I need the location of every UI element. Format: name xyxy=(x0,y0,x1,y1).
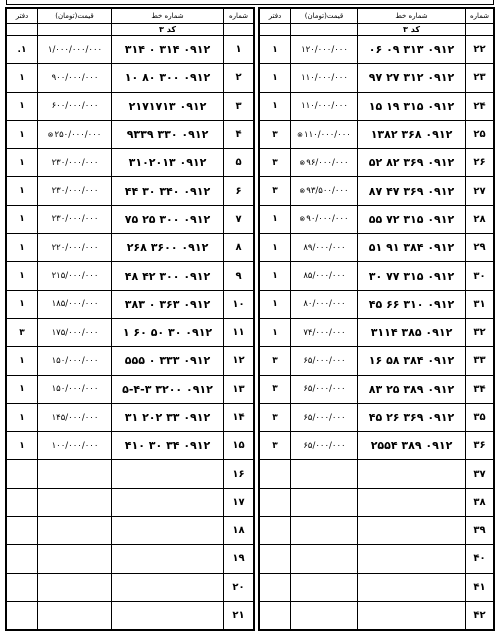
phone-number xyxy=(112,460,224,488)
price-value: ۱۲۰/۰۰۰/۰۰۰ xyxy=(301,44,348,55)
price xyxy=(291,375,358,403)
phone-number: ۰۹۱۲ ۳۸۹ ۲۵ ۸۳ xyxy=(358,375,466,403)
office-code: ۱ xyxy=(260,205,291,233)
table-row xyxy=(7,120,254,148)
phone-number: ۰۹۱۲ ۳۶۰۰ ۲۶۸ xyxy=(112,234,224,262)
table-row xyxy=(7,262,254,290)
phone-number: ۰۹۱۲ ۳۱۵ ۷۷ ۳۰ xyxy=(358,262,466,290)
price xyxy=(38,318,112,346)
price xyxy=(291,545,358,573)
code-label: کد ۳ xyxy=(358,24,466,36)
price xyxy=(38,601,112,629)
office-code: ۱ xyxy=(7,347,38,375)
row-number: ۳ xyxy=(224,92,254,120)
phone-number xyxy=(358,601,466,629)
price xyxy=(291,120,358,148)
table-row xyxy=(260,375,494,403)
header-number: شماره xyxy=(466,9,494,24)
office-code xyxy=(7,573,38,601)
office-code xyxy=(7,460,38,488)
office-code xyxy=(260,601,291,629)
row-number: ۴۱ xyxy=(466,573,494,601)
row-number: ۴۰ xyxy=(466,545,494,573)
price-value: ۲۵۰/۰۰۰/۰۰۰ xyxy=(54,129,102,140)
phone-number: ۰۹۱۲ ۳۶۹ ۴۷ ۸۷ xyxy=(358,177,466,205)
row-number: ۳۳ xyxy=(466,347,494,375)
office-code: ۱ xyxy=(7,205,38,233)
office-code: ۱ xyxy=(7,403,38,431)
office-code: ۳ xyxy=(260,375,291,403)
table-row xyxy=(260,36,494,64)
price-value: ۶۵/۰۰۰/۰۰۰ xyxy=(303,412,346,423)
table-row xyxy=(7,64,254,92)
table-row xyxy=(260,177,494,205)
table-row xyxy=(7,403,254,431)
phone-number: ۰۹۱۲ ۳۳۳ ۰ ۵۵۵ xyxy=(112,347,224,375)
price xyxy=(291,149,358,177)
row-number: ۳۱ xyxy=(466,290,494,318)
phone-number: ۰۹۱۲ ۳۱۴ ۰ ۳۱۴ xyxy=(112,36,224,64)
price-value: ۱۸۵/۰۰۰/۰۰۰ xyxy=(51,299,99,310)
row-number: ۱۹ xyxy=(224,545,254,573)
table-row xyxy=(7,347,254,375)
phone-number xyxy=(358,488,466,516)
table-row xyxy=(260,545,494,573)
table-row xyxy=(260,517,494,545)
price-value: ۱۵۰/۰۰۰/۰۰۰ xyxy=(51,355,99,366)
price-value: ۲۲۰/۰۰۰/۰۰۰ xyxy=(51,242,99,253)
row-number: ۲۰ xyxy=(224,573,254,601)
table-row xyxy=(260,432,494,460)
price xyxy=(38,432,112,460)
office-code: ۱ xyxy=(7,290,38,318)
office-code: ۱ xyxy=(7,432,38,460)
table-row xyxy=(7,177,254,205)
price xyxy=(38,92,112,120)
office-code: ۱ xyxy=(7,92,38,120)
row-number: ۲۴ xyxy=(466,92,494,120)
row-number: ۲۳ xyxy=(466,64,494,92)
table-row xyxy=(260,573,494,601)
price-value: ۲۳۰/۰۰۰/۰۰۰ xyxy=(51,157,99,168)
office-code: ۱ xyxy=(260,318,291,346)
table-row xyxy=(260,347,494,375)
office-code: ۱ xyxy=(7,120,38,148)
phone-number: ۰۹۱۲ ۳۰۰ ۲۵ ۷۵ xyxy=(112,205,224,233)
office-code xyxy=(7,488,38,516)
price xyxy=(291,92,358,120)
row-number: ۸ xyxy=(224,234,254,262)
mark-icon: ⊗ xyxy=(299,187,306,196)
table-row xyxy=(7,375,254,403)
price xyxy=(38,36,112,64)
phone-number: ۰۹۱۲ ۳۱۲ ۲۷ ۹۷ xyxy=(358,64,466,92)
office-code: ۱ xyxy=(260,262,291,290)
row-number: ۱۶ xyxy=(224,460,254,488)
table-row xyxy=(7,318,254,346)
office-code: ۱ xyxy=(260,36,291,64)
table-row xyxy=(260,120,494,148)
phone-number: ۰۹۱۲ ۳۲۰۰ ۵-۴-۳ xyxy=(112,375,224,403)
phone-number: ۰۹۱۲ ۳۱۵ ۷۲ ۵۵ xyxy=(358,205,466,233)
office-code: ۱ xyxy=(260,92,291,120)
price xyxy=(291,36,358,64)
price xyxy=(291,347,358,375)
office-code: ۱ xyxy=(7,149,38,177)
phone-number xyxy=(112,545,224,573)
office-code: ۳ xyxy=(260,120,291,148)
price-value: ۸۹/۰۰۰/۰۰۰ xyxy=(303,242,346,253)
row-number: ۱۸ xyxy=(224,517,254,545)
price xyxy=(291,290,358,318)
office-code xyxy=(7,545,38,573)
price xyxy=(38,262,112,290)
table-row xyxy=(7,517,254,545)
left-table-panel xyxy=(5,7,255,631)
table-row xyxy=(260,205,494,233)
left-table xyxy=(6,8,254,630)
phone-number: ۰۹۱۲ ۳۶۹ ۸۲ ۵۲ xyxy=(358,149,466,177)
phone-number: ۰۹۱۲ ۳۴۰ ۳۰ ۴۴ xyxy=(112,177,224,205)
price xyxy=(38,290,112,318)
row-number: ۱۳ xyxy=(224,375,254,403)
phone-number: ۰۹۱۲ ۳۰ ۵۰ ۶۰ ۱ xyxy=(112,318,224,346)
price-value: ۷۴/۰۰۰/۰۰۰ xyxy=(303,327,346,338)
phone-number: ۰۹۱۲ ۳۳ ۲۰۲ ۳۱ xyxy=(112,403,224,431)
table-row xyxy=(260,601,494,629)
phone-number: ۰۹۱۲ ۳۸۴ ۹۱ ۵۱ xyxy=(358,234,466,262)
price xyxy=(291,460,358,488)
row-number: ۲۵ xyxy=(466,120,494,148)
right-table xyxy=(259,8,494,630)
phone-number: ۰۹۱۲ ۳۸۴ ۵۸ ۱۶ xyxy=(358,347,466,375)
row-number: ۷ xyxy=(224,205,254,233)
row-number: ۲۸ xyxy=(466,205,494,233)
row-number: ۱۷ xyxy=(224,488,254,516)
price-value: ۸۰/۰۰۰/۰۰۰ xyxy=(303,299,346,310)
price-value: ۹۰/۰۰۰/۰۰۰ xyxy=(306,214,349,225)
row-number: ۲ xyxy=(224,64,254,92)
header-price: قیمت(تومان) xyxy=(38,9,112,24)
office-code: ۳ xyxy=(260,347,291,375)
price xyxy=(291,432,358,460)
price-value: ۱۱۰/۰۰۰/۰۰۰ xyxy=(301,72,348,83)
office-code xyxy=(7,601,38,629)
row-number: ۳۷ xyxy=(466,460,494,488)
table-row xyxy=(260,403,494,431)
price xyxy=(38,403,112,431)
phone-number: ۰۹۱۲ ۳۱۰ ۶۶ ۴۵ xyxy=(358,290,466,318)
price-value: ۶۰۰/۰۰۰/۰۰۰ xyxy=(51,101,99,112)
price xyxy=(291,403,358,431)
price xyxy=(291,318,358,346)
price-value: ۱۷۵/۰۰۰/۰۰۰ xyxy=(51,327,99,338)
price xyxy=(291,64,358,92)
phone-number: ۰۹۱۲ ۳۰۰ ۸۰ ۱۰ xyxy=(112,64,224,92)
table-row xyxy=(7,234,254,262)
phone-number: ۰۹۱۲ ۳۱۰۲۰۱۳ xyxy=(112,149,224,177)
row-number: ۳۶ xyxy=(466,432,494,460)
office-code: ۱ xyxy=(260,290,291,318)
price xyxy=(38,488,112,516)
header-line: شماره خط xyxy=(358,9,466,24)
price-value: ۲۳۰/۰۰۰/۰۰۰ xyxy=(51,186,99,197)
office-code xyxy=(260,488,291,516)
header-office: دفتر xyxy=(7,9,38,24)
row-number: ۳۲ xyxy=(466,318,494,346)
row-number: ۳۸ xyxy=(466,488,494,516)
price-value: ۹۰۰/۰۰۰/۰۰۰ xyxy=(51,72,99,83)
price-value: ۱/۰۰۰/۰۰۰/۰۰۰ xyxy=(47,44,103,55)
phone-number: ۰۹۱۲ ۳۶۹ ۲۶ ۴۵ xyxy=(358,403,466,431)
price xyxy=(291,573,358,601)
price-value: ۶۵/۰۰۰/۰۰۰ xyxy=(303,440,346,451)
row-number: ۲۷ xyxy=(466,177,494,205)
row-number: ۱۱ xyxy=(224,318,254,346)
table-row xyxy=(7,149,254,177)
table-row xyxy=(7,290,254,318)
phone-number: ۰۹۱۲ ۳۶۸ ۱۳۸۲ xyxy=(358,120,466,148)
price-value: ۶۵/۰۰۰/۰۰۰ xyxy=(303,355,346,366)
office-code: ۳ xyxy=(260,177,291,205)
row-number: ۳۴ xyxy=(466,375,494,403)
table-row xyxy=(260,262,494,290)
price-value: ۱۱۰/۰۰۰/۰۰۰ xyxy=(301,101,348,112)
office-code xyxy=(260,517,291,545)
price xyxy=(291,177,358,205)
office-code xyxy=(260,460,291,488)
price xyxy=(291,488,358,516)
table-row xyxy=(7,92,254,120)
price xyxy=(291,262,358,290)
price-value: ۲۱۵/۰۰۰/۰۰۰ xyxy=(51,271,99,282)
price xyxy=(291,234,358,262)
table-row xyxy=(260,488,494,516)
office-code: ۱ xyxy=(7,375,38,403)
right-table-panel xyxy=(258,7,495,631)
header-office: دفتر xyxy=(260,9,291,24)
phone-number: ۰۹۱۲ ۳۸۵ ۳۱۱۴ xyxy=(358,318,466,346)
mark-icon: ⊗ xyxy=(299,158,306,167)
phone-number xyxy=(112,517,224,545)
row-number: ۳۰ xyxy=(466,262,494,290)
header-price: قیمت(تومان) xyxy=(291,9,358,24)
phone-number xyxy=(112,601,224,629)
table-row xyxy=(7,460,254,488)
phone-number: ۰۹۱۲ ۳۱۳ ۰۹ ۰۶ xyxy=(358,36,466,64)
office-code: ۳ xyxy=(260,403,291,431)
table-row xyxy=(7,601,254,629)
row-number: ۱۵ xyxy=(224,432,254,460)
table-row xyxy=(7,36,254,64)
price-value: ۶۵/۰۰۰/۰۰۰ xyxy=(303,384,346,395)
table-row xyxy=(260,290,494,318)
price xyxy=(38,375,112,403)
phone-number: ۰۹۱۲ ۲۱۷۱۷۱۳ xyxy=(112,92,224,120)
price-value: ۲۳۰/۰۰۰/۰۰۰ xyxy=(51,214,99,225)
price-value: ۱۴۵/۰۰۰/۰۰۰ xyxy=(51,412,99,423)
office-code: ۱ xyxy=(7,262,38,290)
office-code: ۱ xyxy=(7,64,38,92)
price xyxy=(38,573,112,601)
price xyxy=(38,64,112,92)
price xyxy=(38,460,112,488)
row-number: ۵ xyxy=(224,149,254,177)
row-number: ۳۵ xyxy=(466,403,494,431)
table-row xyxy=(260,92,494,120)
phone-number xyxy=(358,460,466,488)
header-number: شماره xyxy=(224,9,254,24)
table-row xyxy=(7,573,254,601)
price xyxy=(291,601,358,629)
price xyxy=(38,177,112,205)
price xyxy=(38,234,112,262)
table-row xyxy=(260,318,494,346)
phone-number: ۰۹۱۲ ۳۰۰ ۴۲ ۴۸ xyxy=(112,262,224,290)
mark-icon: ⊗ xyxy=(297,130,304,139)
table-row xyxy=(260,64,494,92)
row-number: ۲۹ xyxy=(466,234,494,262)
phone-number: ۰۹۱۲ ۳۳۰ ۹۳۳۹ xyxy=(112,120,224,148)
price xyxy=(291,517,358,545)
row-number: ۲۱ xyxy=(224,601,254,629)
row-number: ۳۹ xyxy=(466,517,494,545)
phone-number: ۰۹۱۲ ۳۴ ۳۰ ۴۱۰ xyxy=(112,432,224,460)
office-code: ۱ xyxy=(7,177,38,205)
office-code: ۱ xyxy=(260,64,291,92)
price-value: ۹۶/۰۰۰/۰۰۰ xyxy=(306,157,349,168)
price xyxy=(38,205,112,233)
price xyxy=(38,347,112,375)
mark-icon: ⊗ xyxy=(47,130,54,139)
phone-number xyxy=(358,517,466,545)
table-row xyxy=(7,488,254,516)
row-number: ۲۲ xyxy=(466,36,494,64)
price-value: ۱۱۰/۰۰۰/۰۰۰ xyxy=(304,129,351,140)
table-row xyxy=(7,432,254,460)
price-value: ۱۰۰/۰۰۰/۰۰۰ xyxy=(51,440,99,451)
phone-number: ۰۹۱۲ ۳۸۹ ۲۵۵۴ xyxy=(358,432,466,460)
row-number: ۴ xyxy=(224,120,254,148)
row-number: ۱۰ xyxy=(224,290,254,318)
office-code xyxy=(7,517,38,545)
price xyxy=(38,120,112,148)
row-number: ۶ xyxy=(224,177,254,205)
table-row xyxy=(260,149,494,177)
table-row xyxy=(7,545,254,573)
office-code xyxy=(260,545,291,573)
office-code xyxy=(260,573,291,601)
header-line: شماره خط xyxy=(112,9,224,24)
row-number: ۱۴ xyxy=(224,403,254,431)
office-code: ۱. xyxy=(7,36,38,64)
office-code: ۱ xyxy=(260,234,291,262)
code-label: کد ۳ xyxy=(112,24,224,36)
office-code: ۳ xyxy=(7,318,38,346)
price-value: ۱۵۰/۰۰۰/۰۰۰ xyxy=(51,384,99,395)
phone-number xyxy=(112,488,224,516)
office-code: ۳ xyxy=(260,149,291,177)
row-number: ۴۲ xyxy=(466,601,494,629)
price xyxy=(38,545,112,573)
top-frame xyxy=(6,0,494,5)
price-value: ۹۳/۵۰۰/۰۰۰ xyxy=(306,186,349,197)
office-code: ۱ xyxy=(7,234,38,262)
phone-number xyxy=(358,573,466,601)
table-row xyxy=(260,460,494,488)
price xyxy=(38,149,112,177)
phone-number xyxy=(358,545,466,573)
row-number: ۱۲ xyxy=(224,347,254,375)
phone-number: ۰۹۱۲ ۳۶۳ ۰ ۳۸۳ xyxy=(112,290,224,318)
phone-number xyxy=(112,573,224,601)
phone-number: ۰۹۱۲ ۳۱۵ ۱۹ ۱۵ xyxy=(358,92,466,120)
row-number: ۱ xyxy=(224,36,254,64)
price xyxy=(291,205,358,233)
mark-icon: ⊗ xyxy=(299,215,306,224)
row-number: ۲۶ xyxy=(466,149,494,177)
table-row xyxy=(260,234,494,262)
office-code: ۳ xyxy=(260,432,291,460)
price xyxy=(38,517,112,545)
price-value: ۸۵/۰۰۰/۰۰۰ xyxy=(303,271,346,282)
table-row xyxy=(7,205,254,233)
row-number: ۹ xyxy=(224,262,254,290)
